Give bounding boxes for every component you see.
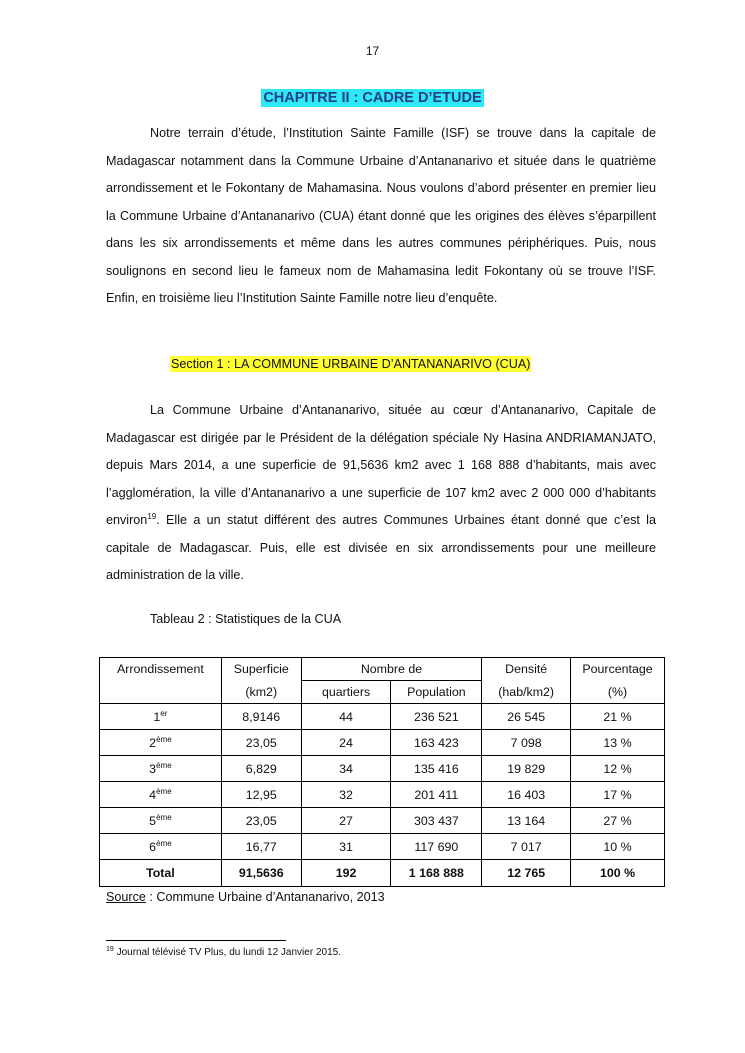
cell-pourcentage: 10 % [571, 834, 665, 860]
cell-superficie: 8,9146 [221, 704, 301, 730]
cell-densite: 26 545 [482, 704, 571, 730]
intro-paragraph-text: Notre terrain d’étude, l’Institution Sainte Famille (ISF) se trouve dans la capitale de Madagascar notamment dans la Commune Urbaine d’Antananarivo et située dans le quatrième arrondissement et le Fokontany de Mahamasina. Nous voulons d’abord présenter en premier lieu la Commune Urbaine d’Antananarivo (CUA) étant donné que les origines des élèves s’éparpillent dans les six arrondissements et même dans les autres communes périphériques. Puis, nous soulignons en second lieu le fameux nom de Mahamasina ledit Fokontany où se trouve l’ISF. Enfin, en troisième lieu l’Institution Sainte Famille notre lieu d’enquête. [106, 126, 656, 305]
cell-densite: 16 403 [482, 782, 571, 808]
cell-densite: 7 017 [482, 834, 571, 860]
footnote-number: 19 [106, 946, 114, 953]
cell-arrondissement: 2ème [100, 730, 222, 756]
cell-population: 117 690 [391, 834, 482, 860]
cell-pourcentage: 17 % [571, 782, 665, 808]
header-superficie-unit: (km2) [221, 681, 301, 704]
statistics-table [99, 657, 665, 887]
total-superficie: 91,5636 [221, 860, 301, 887]
header-quartiers: quartiers [301, 681, 391, 704]
cell-population: 236 521 [391, 704, 482, 730]
cell-densite: 7 098 [482, 730, 571, 756]
cell-pourcentage: 12 % [571, 756, 665, 782]
total-population: 1 168 888 [391, 860, 482, 887]
cell-quartiers: 32 [301, 782, 391, 808]
table-row [100, 756, 665, 782]
cell-quartiers: 24 [301, 730, 391, 756]
source-text: : Commune Urbaine d’Antananarivo, 2013 [145, 890, 385, 904]
cell-arrondissement: 1er [100, 704, 222, 730]
section-title-text: Section 1 : LA COMMUNE URBAINE D’ANTANANARIVO (CUA) [171, 357, 531, 371]
table-row [100, 782, 665, 808]
total-quartiers: 192 [301, 860, 391, 887]
cell-densite: 13 164 [482, 808, 571, 834]
cua-paragraph-text: La Commune Urbaine d’Antananarivo, située au cœur d’Antananarivo, Capitale de Madagascar est dirigée par le Président de la délégation spéciale Ny Hasina ANDRIAMANJATO, depuis Mars 2014, a une superficie de 91,5636 km2 avec 1 168 888 d’habitants, mais avec l’agglomération, la ville d’Antananarivo a une superficie de 107 km2 avec 2 000 000 d’habitants environ [106, 403, 656, 527]
cell-superficie: 16,77 [221, 834, 301, 860]
cell-arrondissement: 6ème [100, 834, 222, 860]
footnote-reference: 19 [147, 512, 157, 521]
cell-pourcentage: 13 % [571, 730, 665, 756]
cell-population: 201 411 [391, 782, 482, 808]
header-pourcentage-unit: (%) [571, 681, 665, 704]
header-arrondissement: Arrondissement [100, 658, 222, 681]
cell-superficie: 23,05 [221, 808, 301, 834]
cell-population: 303 437 [391, 808, 482, 834]
table-source [106, 890, 385, 904]
header-superficie: Superficie [221, 658, 301, 681]
chapter-title-text: CHAPITRE II : CADRE D’ETUDE [263, 90, 482, 106]
header-nombre-de: Nombre de [301, 658, 482, 681]
cell-population: 135 416 [391, 756, 482, 782]
intro-paragraph [106, 120, 656, 313]
footnote-text: Journal télévisé TV Plus, du lundi 12 Janvier 2015. [113, 947, 341, 958]
total-label: Total [100, 860, 222, 887]
cell-densite: 19 829 [482, 756, 571, 782]
cell-quartiers: 34 [301, 756, 391, 782]
cell-arrondissement: 4ème [100, 782, 222, 808]
cell-superficie: 12,95 [221, 782, 301, 808]
cell-superficie: 6,829 [221, 756, 301, 782]
total-densite: 12 765 [482, 860, 571, 887]
total-pourcentage: 100 % [571, 860, 665, 887]
cell-quartiers: 31 [301, 834, 391, 860]
cell-pourcentage: 27 % [571, 808, 665, 834]
table-row [100, 704, 665, 730]
cua-paragraph [106, 397, 656, 590]
source-label: Source [106, 890, 146, 904]
chapter-title [0, 89, 745, 107]
table-row [100, 808, 665, 834]
cua-paragraph-text-end: . Elle a un statut différent des autres Communes Urbaines étant donné que c’est la capitale de Madagascar. Puis, elle est divisée en six arrondissements pour une meilleure administration de la ville. [106, 513, 656, 582]
table-row [100, 730, 665, 756]
cell-quartiers: 44 [301, 704, 391, 730]
cell-population: 163 423 [391, 730, 482, 756]
header-population: Population [391, 681, 482, 704]
footnote [106, 947, 341, 958]
table-caption: Tableau 2 : Statistiques de la CUA [150, 612, 342, 626]
footnote-divider [106, 940, 286, 941]
cell-quartiers: 27 [301, 808, 391, 834]
page-number: 17 [365, 44, 380, 58]
cell-arrondissement: 3ème [100, 756, 222, 782]
cell-arrondissement: 5ème [100, 808, 222, 834]
header-densite-unit: (hab/km2) [482, 681, 571, 704]
table-row [100, 834, 665, 860]
cell-superficie: 23,05 [221, 730, 301, 756]
header-pourcentage: Pourcentage [571, 658, 665, 681]
cell-pourcentage: 21 % [571, 704, 665, 730]
header-densite: Densité [482, 658, 571, 681]
header-arrondissement-blank [100, 681, 222, 704]
section-title [170, 357, 531, 371]
table-total-row [100, 860, 665, 887]
